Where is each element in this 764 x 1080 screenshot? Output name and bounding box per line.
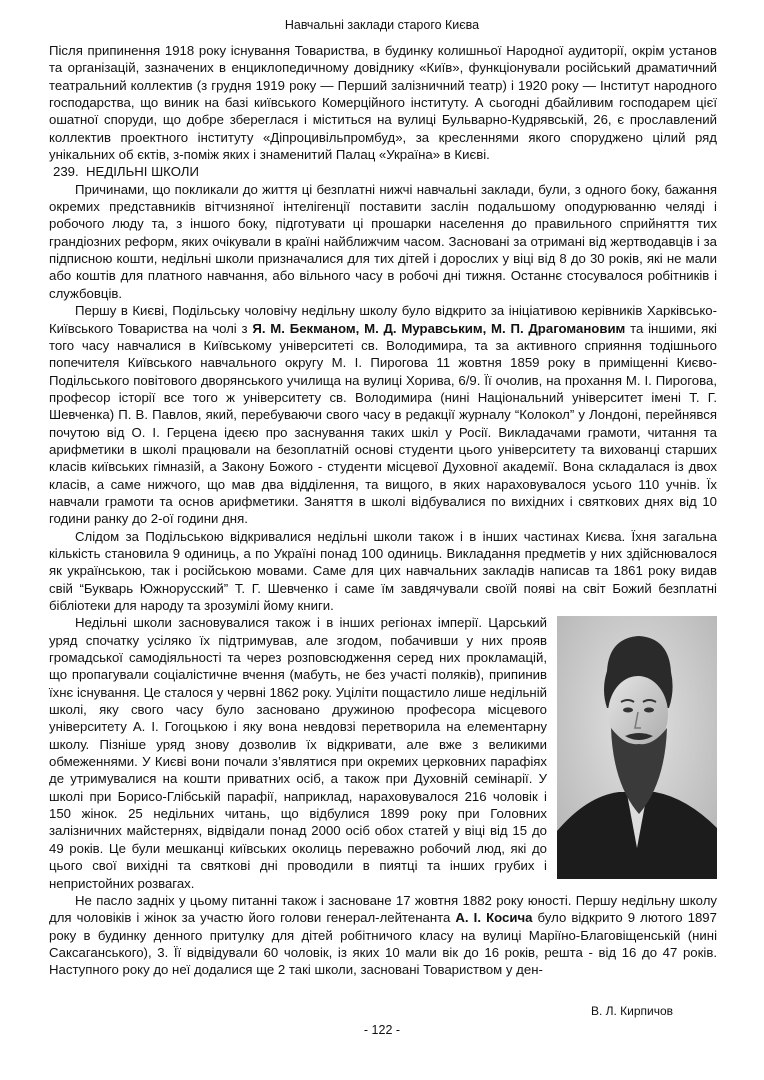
body-text xyxy=(49,42,717,979)
page-number: - 122 - xyxy=(363,1023,401,1037)
section-title: НЕДІЛЬНІ ШКОЛИ xyxy=(86,164,199,180)
founders-names: Я. М. Бекманом, М. Д. Муравським, М. П. Драгомановим xyxy=(252,320,626,336)
paragraph-4: Недільні школи засновувалися також і в інших регіонах імперії. Царський уряд спочатку усіляко їх підтримував, але згодом, побачивши у них прояв громадської самодіяльності та через розповсюдження серед них прокламацій, що пропагували соціалістичне вчення (мабуть, не без участі поляків), припинив їхнє існування. Це сталося у червні 1862 року. Уцілiти пощастило лише недільній школі, яку свого часу було засновано дружиною професора місцевого університету А. І. Гогоцькою і яку вона невдовзі перетворила на елементарну школу. Пізніше уряд знову дозволив їх відкривати, але вже з великими обмеженнями. У Києві вони почали з’являтися при окремих церковних парафіях де утримувалися на кошти приватних осіб, а також при Духовній семінарії. У школі при Борисо-Глібській парафії, наприклад, нараховувалося 216 чоловік і 150 жінок. 25 недільних читань, що відбулися 1899 року при Головних залізничних майстернях, відвідали понад 2000 осіб обох статей у віці від 15 до 49 років. Це були мешканці київських околиць переважно робочий люд, які до цього свої вихідні та святкові дні проводили в пиятці та інших грубих і непристойних розвагах. xyxy=(49,615,547,891)
paragraph-2-part-a: Першу в Києві, Подільську чоловічу недільну школу було відкрито за ініціативою керівників Харківсько-Київського Товариства на чолі з xyxy=(49,303,717,336)
paragraph-2 xyxy=(49,302,717,527)
intro-paragraph: Після припинення 1918 року існування Товариства, в будинку колишньої Народної аудиторії, окрім установ та організацій, зазначених в енциклопедичному довіднику «Київ», функціонували російський драматичний театральний коллектив (з грудня 1919 року — Перший залізничний театр) і 1920 року — Інститут народного господарства, що виник на базі київського Комерційного інституту. А сьогодні дбайливим господарем цієї ошатної споруди, що добре збереглася і міститься на вулиці Бульварно-Кудрявській, 26, є прославлений коллектив проектного інституту «Діпроцивільпромбуд», за кресленнями якого споруджено цілий ряд унікальних об єктів, з-поміж яких і знаменитий Палац «Україна» в Києві. xyxy=(49,43,717,163)
paragraph-2-part-b: та іншими, які того часу навчалися в Київському університеті св. Володимира, та за активного сприяння тодішнього попечителя Київського навчального округу М. І. Пирогова 11 жовтня 1859 року в приміщенні Києво-Подільського повітового дворянського училища на вулиці Хорива, 6/9. Її очолив, на прохання М. І. Пирогова, професор історії все того ж університету св. Володимира (нині Національний університет імені Т. Г. Шевченка) П. В. Павлов, який, перебуваючи свого часу в редакції журналу “Колокол” у Лондоні, перейнявся почутою від О. І. Герцена ідеєю про заснування таких шкіл у Росії. Викладачами грамоти, читання та арифметики в школі працювали на безоплатній основі студенти цього університету та вихованці старших класів київських гімназій, а Закону Божого - студенти місцевої Духовної академії. Вона складалася із двох класів, а саме нижчого, що мав два відділення, та вищого, в яких нараховувалося усього 110 учнів. Їх навчали грамоти та основ арифметики. Заняття в школі відбувалися по вихідних і святкових днях від 10 години ранку до 2-ої години дня. xyxy=(49,320,717,527)
paragraph-5 xyxy=(49,892,717,979)
paragraph-5-part-a: Не пасло задніх у цьому питанні також і засноване 17 жовтня 1882 року юності. Першу недільну школу для чоловіків і жінок за участю його голови генерал-лейтенанта xyxy=(49,892,717,926)
paragraph-3: Слідом за Подільською відкривалися недільні школи також і в інших частинах Києва. Їхня загальна кількість становила 9 одиниць, а по Україні понад 100 одиниць. Викладання предметів у них здійснювалося як українською, так і російською мовами. Саме для цих навчальних закладів написав та 1861 року видав свій “Букварь Южнорусский” Т. Г. Шевченко і саме їм завдячували своїй появі на світ Божий безплатні бібліотеки для народу та зрозумілі йому книги. xyxy=(49,528,717,613)
kosych-name: А. І. Косича xyxy=(455,910,533,926)
portrait-photo xyxy=(557,616,717,879)
paragraph-1: Причинами, що покликали до життя ці безплатні нижчі навчальні заклади, були, з одного боку, бажання окремих представників вітчизняної інтелігенції поставити заслін подальшому оподурюванню челяді і робочого люду та, з іншого боку, підготувати ці прошарки населення до правильного сприйняття тих грандіозних реформ, яких очікували в країні найближчим часом. Засновані за отриманi від жертводавців і за підписною кошти, недільні школи призначалися для тих дітей і дорослих у віці від 8 до 30 років, які не мали або коштів для платного навчання, або вільного часу в робочі дні тижня. Останнє стосувалося робітників і службовців. xyxy=(49,181,717,301)
portrait-caption: В. Л. Кирпичов xyxy=(590,1004,674,1018)
portrait-image xyxy=(557,616,717,879)
section-number: 239. xyxy=(53,164,79,180)
running-header: Навчальні заклади старого Києва xyxy=(284,18,480,32)
section-heading xyxy=(53,163,717,180)
paragraph-5-part-b: було відкрито 9 лютого 1897 року в будинку денного притулку для дітей робітничого класу на вулиці Маріїно-Благовіщенській (нині Саксаганського), 3. Її відвідували 60 чоловік, із яких 10 мали вік до 16 років, решта - від 16 до 47 років. Наступного року до неї додалися ще 2 такі школи, засновані Товариством у ден- xyxy=(49,910,717,978)
